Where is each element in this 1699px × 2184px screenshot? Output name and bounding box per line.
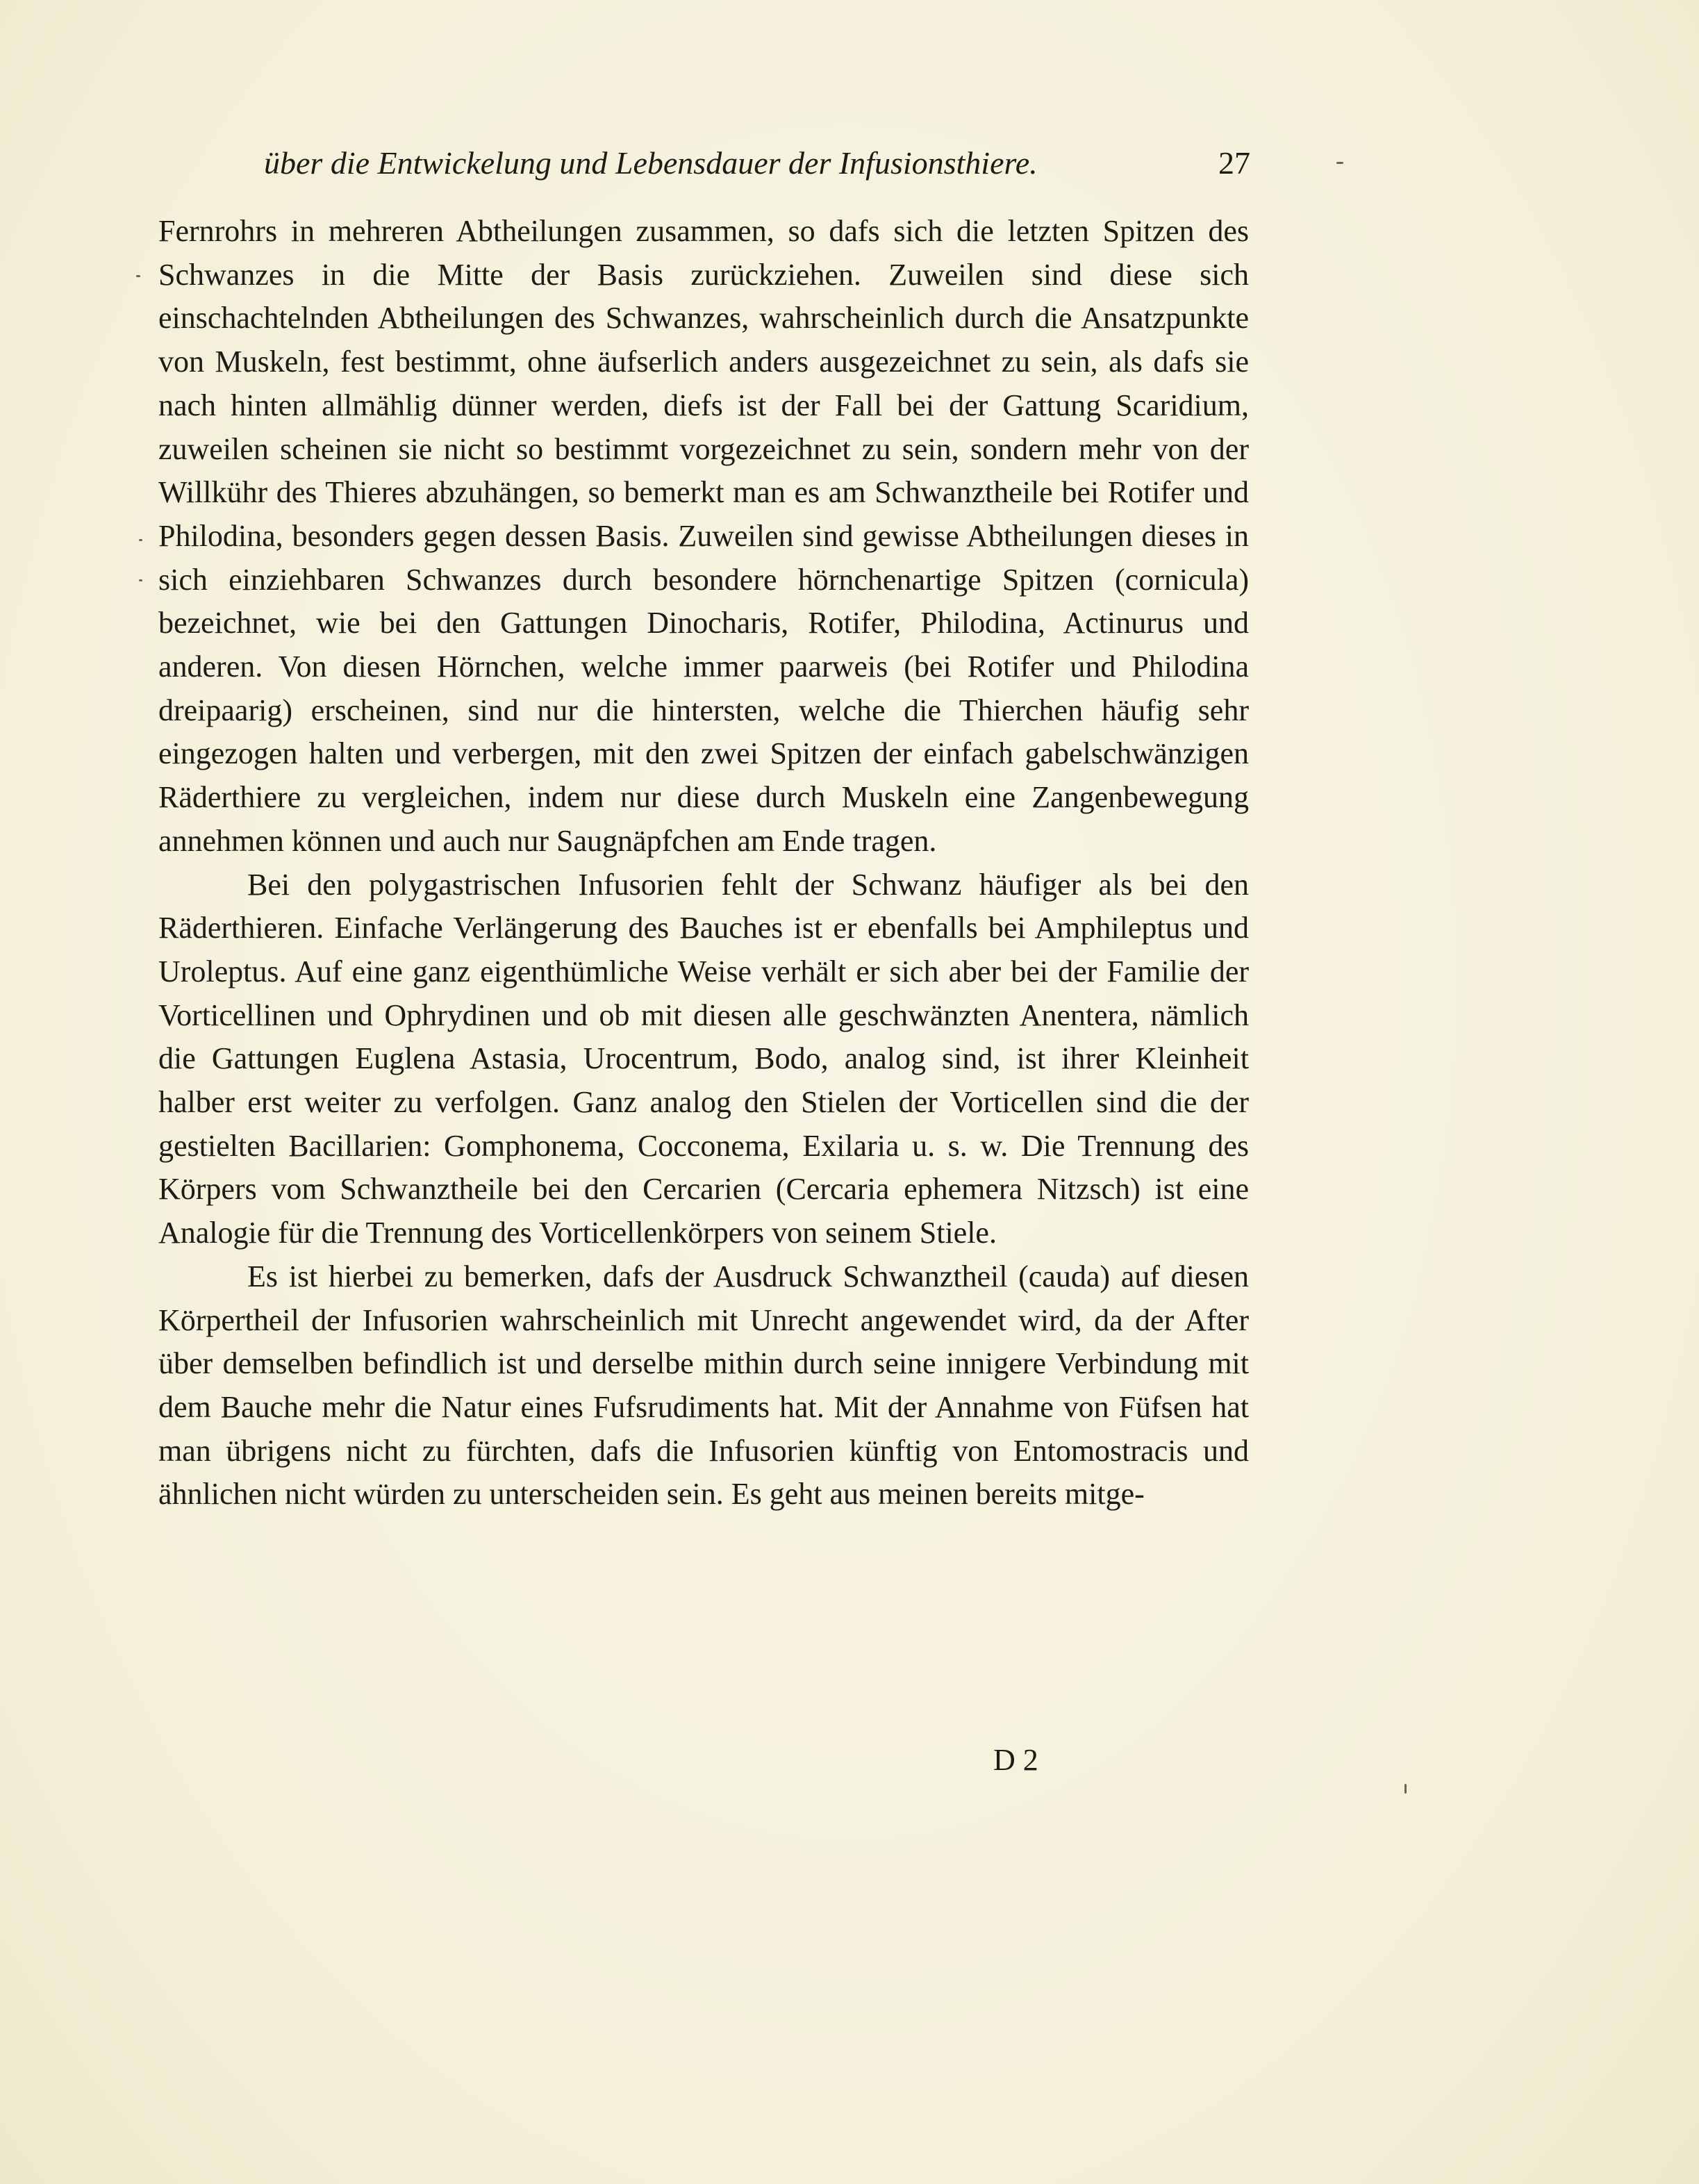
margin-speck: [1336, 162, 1343, 164]
signature-mark: D 2: [993, 1743, 1038, 1777]
running-title: über die Entwickelung und Lebensdauer der Infusionsthiere.: [264, 145, 1038, 181]
body-text: [158, 210, 1249, 1516]
margin-speck: [139, 539, 142, 541]
margin-speck: [139, 579, 142, 581]
margin-speck: [1404, 1784, 1407, 1794]
running-head: [264, 139, 1250, 188]
paragraph-2: Bei den polygastrischen Infusorien fehlt der Schwanz häufiger als bei den Räderthieren. Einfache Verlängerung des Bauches ist er ebenfalls bei Amphileptus und Uroleptus. Auf eine ganz eigenthümliche Weise verhält er sich aber bei der Familie der Vorticellinen und Ophrydinen und ob mit diesen alle geschwänzten Anentera, nämlich die Gattungen Euglena Astasia, Urocentrum, Bodo, analog sind, ist ihrer Kleinheit halber erst weiter zu verfolgen. Ganz analog den Stielen der Vorticellen sind die der gestielten Bacillarien: Gomphonema, Cocconema, Exilaria u. s. w. Die Trennung des Körpers vom Schwanztheile bei den Cercarien (Cercaria ephemera Nitzsch) ist eine Analogie für die Trennung des Vorticellenkörpers von seinem Stiele.: [158, 867, 1249, 1250]
margin-speck: [136, 275, 140, 277]
page-number: 27: [1218, 145, 1250, 181]
paragraph-3: Es ist hierbei zu bemerken, dafs der Ausdruck Schwanztheil (cauda) auf diesen Körpertheil der Infusorien wahrscheinlich mit Unrecht angewendet wird, da der After über demselben befindlich ist und derselbe mithin durch seine innigere Verbindung mit dem Bauche mehr die Natur eines Fufsrudiments hat. Mit der Annahme von Füfsen hat man übrigens nicht zu fürchten, dafs die Infusorien künftig von Entomostracis und ähnlichen nicht würden zu unterscheiden sein. Es geht aus meinen bereits mitge-: [158, 1259, 1249, 1512]
paragraph-1: Fernrohrs in mehreren Abtheilungen zusammen, so dafs sich die letzten Spitzen des Schwanzes in die Mitte der Basis zurückziehen. Zuweilen sind diese sich einschachtelnden Abtheilungen des Schwanzes, wahrscheinlich durch die Ansatzpunkte von Muskeln, fest bestimmt, ohne äufserlich anders ausgezeichnet zu sein, als dafs sie nach hinten allmählig dünner werden, diefs ist der Fall bei der Gattung Scaridium, zuweilen scheinen sie nicht so bestimmt vorgezeichnet zu sein, sondern mehr von der Willkühr des Thieres abzuhängen, so bemerkt man es am Schwanztheile bei Rotifer und Philodina, besonders gegen dessen Basis. Zuweilen sind gewisse Abtheilungen dieses in sich einziehbaren Schwanzes durch besondere hörnchenartige Spitzen (cornicula) bezeichnet, wie bei den Gattungen Dinocharis, Rotifer, Philodina, Actinurus und anderen. Von diesen Hörnchen, welche immer paarweis (bei Rotifer und Philodina dreipaarig) erscheinen, sind nur die hintersten, welche die Thierchen häufig sehr eingezogen halten und verbergen, mit den zwei Spitzen der einfach gabelschwänzigen Räderthiere zu vergleichen, indem nur diese durch Muskeln eine Zangenbewegung annehmen können und auch nur Saugnäpfchen am Ende tragen.: [158, 214, 1249, 858]
